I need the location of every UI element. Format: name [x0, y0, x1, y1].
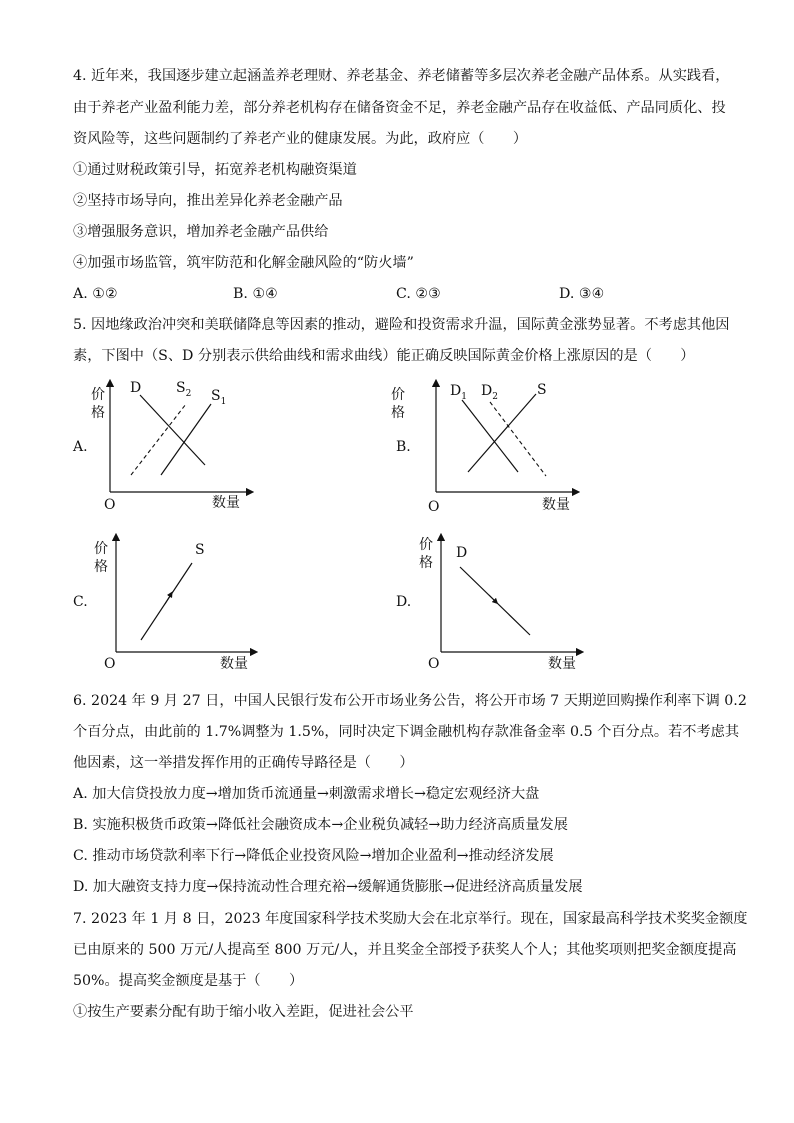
- q4-line-1: 4. 近年来，我国逐步建立起涵盖养老理财、养老基金、养老储蓄等多层次养老金融产品体系。从实践看，: [73, 68, 730, 84]
- q4-option-b: B. ①④: [233, 286, 278, 302]
- graph-b-label-d1: $D_1$: [450, 383, 467, 402]
- graph-d-origin: O: [428, 656, 440, 672]
- graph-b-demand-d2-dashed: [490, 402, 546, 476]
- graph-b-x-axis-label: 数量: [542, 497, 570, 513]
- q6-line-2: 个百分点，由此前的 1.7%调整为 1.5%，同时决定下调金融机构存款准备金率 0.5 个百分点。若不考虑其: [73, 724, 740, 740]
- q7-line-1: 7. 2023 年 1 月 8 日，2023 年度国家科学技术奖励大会在北京举行。现在，国家最高科学技术奖奖金额度: [73, 911, 748, 927]
- graph-c-origin: O: [104, 656, 116, 672]
- graph-c-x-axis-label: 数量: [220, 656, 248, 672]
- q7-line-2: 已由原来的 500 万元/人提高至 800 万元/人，并且奖金全部授予获奖人个人；其他奖项则把奖金额度提高: [73, 942, 737, 958]
- q4-item-3: ③增强服务意识，增加养老金融产品供给: [73, 224, 329, 240]
- graph-b-demand-d1: [462, 400, 518, 472]
- graph-a-label-s2: $S_2$: [176, 380, 192, 399]
- q7-line-3: 50%。提高奖金额度是基于（ ）: [73, 973, 304, 989]
- q4-option-d: D. ③④: [559, 286, 605, 302]
- q6-line-1: 6. 2024 年 9 月 27 日，中国人民银行发布公开市场业务公告，将公开市场 7 天期逆回购操作利率下调 0.2: [73, 693, 747, 709]
- graph-b-origin: O: [428, 499, 440, 515]
- graph-a-label-s1: $S_1$: [211, 388, 227, 407]
- q5-line-1: 5. 因地缘政治冲突和美联储降息等因素的推动，避险和投资需求升温，国际黄金涨势显著。不考虑其他因: [73, 317, 730, 333]
- q4-option-c: C. ②③: [396, 286, 441, 302]
- graph-d-direction-arrow: [489, 595, 496, 602]
- graph-c-direction-arrow: [165, 594, 171, 604]
- graph-b-supply-s: [468, 394, 536, 472]
- graph-b-label-s: S: [537, 382, 547, 398]
- q4-item-1: ①通过财税政策引导，拓宽养老机构融资渠道: [73, 162, 357, 178]
- q4-line-3: 资风险等，这些问题制约了养老产业的健康发展。为此，政府应（ ）: [73, 131, 528, 147]
- graph-a-letter: A.: [73, 439, 88, 455]
- graph-b-label-d2: $D_2$: [481, 383, 498, 402]
- q6-option-c: C. 推动市场贷款利率下行→降低企业投资风险→增加企业盈利→推动经济发展: [73, 848, 554, 864]
- graph-a-origin: O: [104, 497, 116, 513]
- q7-item-1: ①按生产要素分配有助于缩小收入差距，促进社会公平: [73, 1004, 414, 1020]
- graph-a-supply-s1: [161, 404, 211, 475]
- graph-b-letter: B.: [396, 439, 411, 455]
- q4-line-2: 由于养老产业盈利能力差，部分养老机构存在储备资金不足，养老金融产品存在收益低、产品同质化、投: [73, 100, 726, 116]
- graph-c-axes: [116, 537, 254, 652]
- q4-item-4: ④加强市场监管，筑牢防范和化解金融风险的“防火墙”: [73, 255, 414, 271]
- graph-b-y-axis-label: 价格: [391, 387, 405, 421]
- graph-d-x-axis-label: 数量: [548, 656, 576, 672]
- q6-option-b: B. 实施积极货币政策→降低社会融资成本→企业税负减轻→助力经济高质量发展: [73, 817, 568, 833]
- graph-c-label-s: S: [195, 542, 205, 558]
- graph-c-letter: C.: [73, 594, 88, 610]
- graph-c-y-axis-label: 价格: [94, 541, 108, 575]
- q6-line-3: 他因素，这一举措发挥作用的正确传导路径是（ ）: [73, 755, 414, 771]
- graph-a-demand-curve: [140, 395, 205, 465]
- q6-option-a: A. 加大信贷投放力度→增加货币流通量→刺激需求增长→稳定宏观经济大盘: [73, 786, 540, 802]
- q6-option-d: D. 加大融资支持力度→保持流动性合理充裕→缓解通货膨胀→促进经济高质量发展: [73, 879, 583, 895]
- graph-d-label-d: D: [456, 545, 468, 561]
- graph-d-letter: D.: [396, 594, 412, 610]
- graph-d-y-axis-label: 价格: [419, 537, 433, 571]
- q4-option-a: A. ①②: [73, 286, 118, 302]
- q4-item-2: ②坚持市场导向，推出差异化养老金融产品: [73, 193, 343, 209]
- graph-a-y-axis-label: 价格: [91, 387, 105, 421]
- q5-line-2: 素，下图中（S、D 分别表示供给曲线和需求曲线）能正确反映国际黄金价格上涨原因的是（ ）: [73, 348, 695, 364]
- graph-a-label-d: D: [130, 380, 142, 396]
- graph-a-x-axis-label: 数量: [212, 495, 240, 511]
